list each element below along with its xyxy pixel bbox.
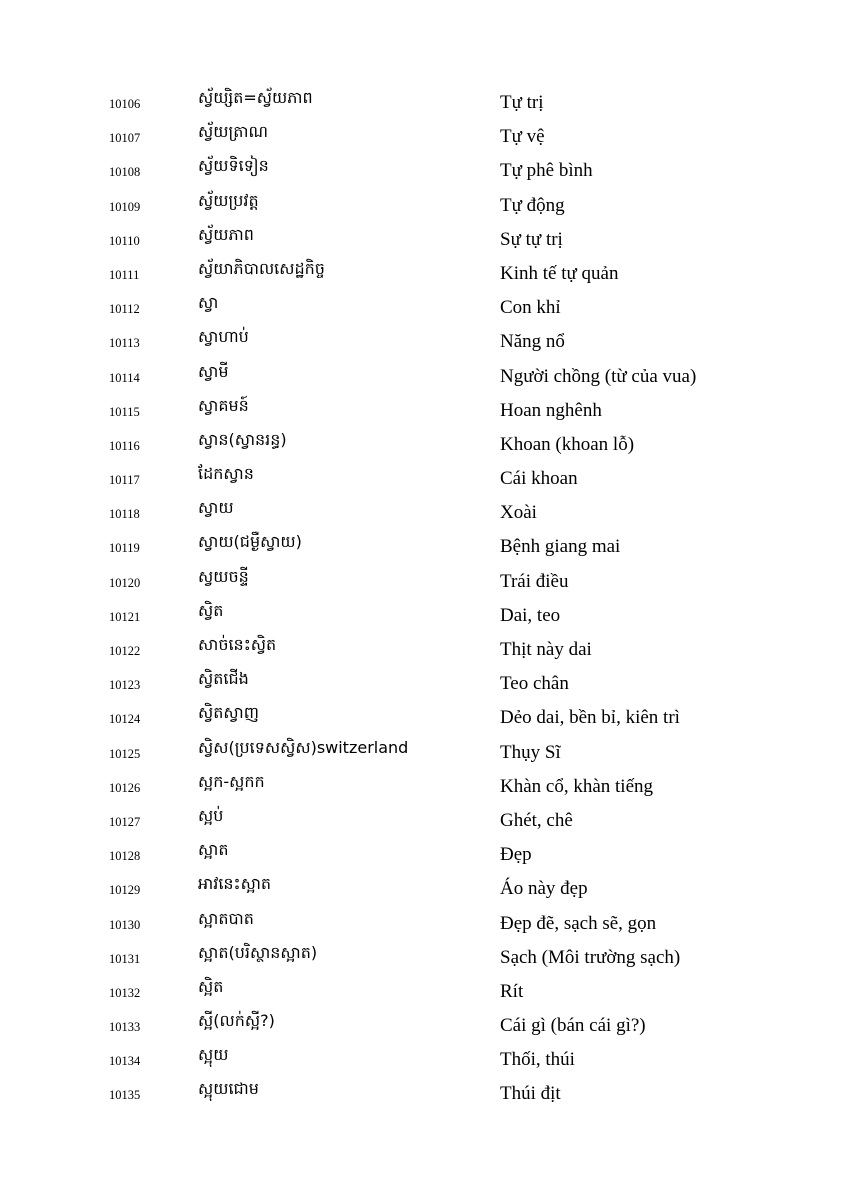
- entry-number: 10117: [109, 473, 140, 488]
- khmer-term: ស្អាតបាត: [198, 908, 254, 928]
- entry-number: 10110: [109, 233, 140, 248]
- vietnamese-translation: Tự động: [500, 194, 565, 216]
- entry-number: 10134: [109, 1054, 141, 1069]
- entry-number: 10123: [109, 678, 141, 693]
- vietnamese-translation: Con khỉ: [500, 297, 561, 319]
- khmer-term: ស្វ័យ្សិត=ស្វ័យភាព: [198, 88, 313, 107]
- entry-number: 10127: [109, 814, 141, 829]
- entry-number: 10129: [109, 883, 141, 898]
- khmer-term: ស្វិស(ប្រទេសស្វិស)switzerland: [198, 737, 409, 757]
- khmer-term: ស្វាយ: [198, 498, 234, 518]
- vietnamese-translation: Năng nổ: [500, 331, 565, 353]
- khmer-term: ស្អក-ស្អកក: [198, 771, 265, 791]
- vietnamese-translation: Trái điều: [500, 570, 569, 592]
- vietnamese-translation: Hoan nghênh: [500, 399, 602, 421]
- khmer-term: ស្វាមី: [198, 361, 229, 381]
- entry-number: 10115: [109, 404, 140, 419]
- entry-number: 10112: [109, 302, 140, 317]
- entry-number: 10107: [109, 131, 141, 146]
- khmer-term: ស្អិត: [198, 976, 224, 996]
- dictionary-entry: [0, 462, 848, 496]
- khmer-term: ស្វ័យាភិបាលសេដ្ឋកិច្ច: [198, 258, 325, 278]
- vietnamese-translation: Người chồng (từ của vua): [500, 365, 697, 387]
- entry-number: 10114: [109, 370, 140, 385]
- dictionary-entry: [0, 189, 848, 223]
- dictionary-entry: [0, 223, 848, 257]
- vietnamese-translation: Tự vệ: [500, 126, 545, 148]
- entry-list: [0, 86, 848, 1112]
- khmer-term: ស្វយចន្ទី: [198, 566, 249, 586]
- dictionary-entry: [0, 86, 848, 120]
- entry-number: 10128: [109, 849, 141, 864]
- khmer-term: ដែកស្វាន: [198, 464, 254, 484]
- dictionary-entry: [0, 291, 848, 325]
- vietnamese-translation: Rít: [500, 980, 524, 1002]
- entry-number: 10135: [109, 1088, 141, 1103]
- entry-number: 10131: [109, 951, 141, 966]
- entry-number: 10118: [109, 507, 140, 522]
- khmer-term: ស្វិតស្វាញ: [198, 703, 259, 723]
- vietnamese-translation: Khoan (khoan lỗ): [500, 433, 635, 455]
- vietnamese-translation: Thụy Sĩ: [500, 741, 561, 763]
- dictionary-entry: [0, 154, 848, 188]
- khmer-term: ស្វាហាប់: [198, 327, 249, 347]
- dictionary-entry: [0, 428, 848, 462]
- dictionary-entry: [0, 257, 848, 291]
- vietnamese-translation: Thịt này dai: [500, 639, 592, 660]
- entry-number: 10113: [109, 336, 140, 351]
- entry-number: 10120: [109, 575, 141, 590]
- entry-number: 10130: [109, 917, 141, 932]
- entry-number: 10121: [109, 609, 141, 624]
- vietnamese-translation: Sự tự trị: [500, 228, 563, 250]
- khmer-term: ស្វាគមន៍: [198, 395, 249, 415]
- vietnamese-translation: Áo này đẹp: [500, 878, 588, 900]
- khmer-term: ស្អាត(បរិស្ថានស្អាត): [198, 942, 318, 962]
- vietnamese-translation: Dai, teo: [500, 604, 561, 626]
- khmer-term: ស្អាត: [198, 840, 229, 860]
- dictionary-entry: [0, 496, 848, 530]
- dictionary-entry: [0, 120, 848, 154]
- vietnamese-translation: Đẹp đẽ, sạch sẽ, gọn: [500, 912, 657, 934]
- vietnamese-translation: Ghét, chê: [500, 809, 573, 831]
- khmer-term: ស្អុយជោម: [198, 1079, 259, 1099]
- dictionary-entry: [0, 770, 848, 804]
- entry-number: 10108: [109, 165, 141, 180]
- dictionary-entry: [0, 1043, 848, 1077]
- vietnamese-translation: Xoài: [500, 502, 537, 524]
- dictionary-entry: [0, 736, 848, 770]
- dictionary-entry: [0, 907, 848, 941]
- khmer-term: ស្វិតជើង: [198, 669, 249, 689]
- dictionary-entry: [0, 838, 848, 872]
- entry-number: 10111: [109, 267, 140, 282]
- vietnamese-translation: Teo chân: [500, 673, 569, 695]
- khmer-term: ស្អី(លក់ស្អី?): [198, 1011, 275, 1031]
- vietnamese-translation: Dẻo dai, bền bỉ, kiên trì: [500, 707, 680, 729]
- entry-number: 10119: [109, 541, 140, 556]
- vietnamese-translation: Cái khoan: [500, 468, 578, 490]
- dictionary-entry: [0, 633, 848, 667]
- dictionary-entry: [0, 975, 848, 1009]
- vietnamese-translation: Khàn cổ, khàn tiếng: [500, 775, 654, 797]
- khmer-term: ស្វ័យត្រាណ: [198, 122, 268, 142]
- khmer-term: ស្វិត: [198, 600, 224, 620]
- entry-number: 10132: [109, 985, 141, 1000]
- khmer-term: សាច់នេះស្វិត: [198, 635, 277, 654]
- khmer-term: ស្អប់: [198, 805, 224, 825]
- dictionary-entry: [0, 804, 848, 838]
- dictionary-entry: [0, 701, 848, 735]
- vietnamese-translation: Bệnh giang mai: [500, 536, 621, 558]
- vietnamese-translation: Kinh tế tự quản: [500, 262, 619, 284]
- dictionary-entry: [0, 325, 848, 359]
- entry-number: 10133: [109, 1020, 141, 1035]
- dictionary-entry: [0, 565, 848, 599]
- dictionary-entry: [0, 530, 848, 564]
- entry-number: 10126: [109, 780, 141, 795]
- khmer-term: ស្វាយ(ជម្ងឺស្វាយ): [198, 532, 302, 552]
- dictionary-entry: [0, 872, 848, 906]
- khmer-term: ស្វ័យភាព: [198, 224, 254, 244]
- dictionary-entry: [0, 599, 848, 633]
- dictionary-entry: [0, 394, 848, 428]
- vietnamese-translation: Thối, thúi: [500, 1049, 575, 1071]
- dictionary-entry: [0, 667, 848, 701]
- dictionary-entry: [0, 1009, 848, 1043]
- vietnamese-translation: Tự trị: [500, 92, 544, 113]
- entry-number: 10122: [109, 644, 141, 658]
- entry-number: 10124: [109, 712, 141, 727]
- vietnamese-translation: Đẹp: [500, 844, 532, 866]
- dictionary-entry: [0, 360, 848, 394]
- vietnamese-translation: Sạch (Môi trường sạch): [500, 946, 681, 968]
- entry-number: 10109: [109, 199, 141, 214]
- vietnamese-translation: Tự phê bình: [500, 160, 593, 182]
- khmer-term: ស្វ័យប្រវត្ត: [198, 190, 259, 210]
- vietnamese-translation: Cái gì (bán cái gì?): [500, 1015, 646, 1037]
- khmer-term: អាវនេះស្អាត: [198, 874, 272, 894]
- vietnamese-translation: Thúi địt: [500, 1083, 561, 1105]
- khmer-term: ស្វាន(ស្វានរន្ធ): [198, 429, 287, 449]
- khmer-term: ស្វា: [198, 293, 219, 313]
- khmer-term: ស្វ័យទិទៀន: [198, 156, 269, 176]
- dictionary-entry: [0, 941, 848, 975]
- entry-number: 10116: [109, 438, 140, 453]
- dictionary-entry: [0, 1077, 848, 1111]
- entry-number: 10106: [109, 97, 141, 111]
- entry-number: 10125: [109, 746, 141, 761]
- khmer-term: ស្អុយ: [198, 1045, 229, 1065]
